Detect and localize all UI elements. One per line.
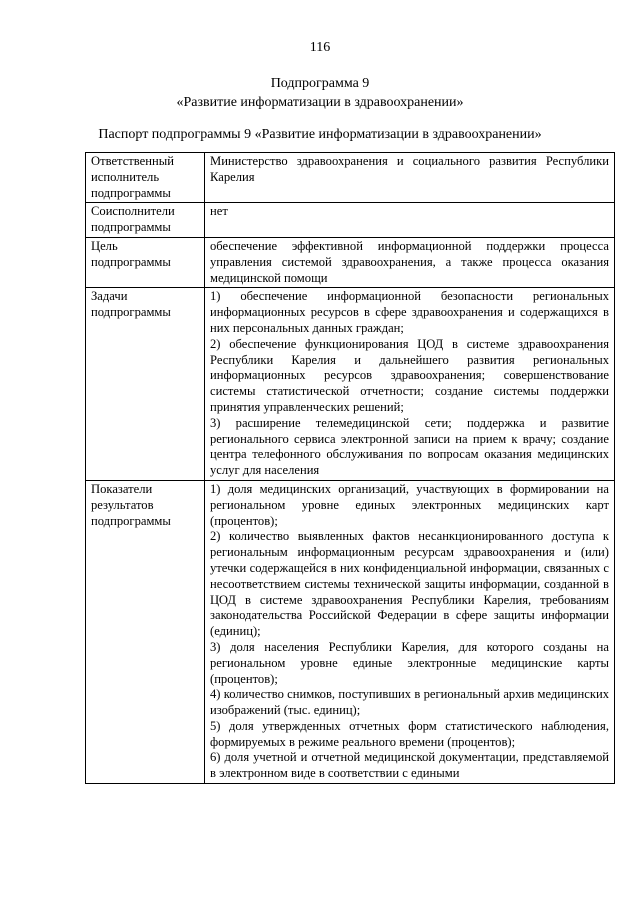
- paragraph: 3) доля населения Республики Карелия, для которого созданы на региональном уровне единые электронные медицинские карты (процентов);: [210, 639, 609, 686]
- row-value-coexecutors: [205, 203, 615, 238]
- page-number: 116: [309, 40, 331, 55]
- paragraph: 2) количество выявленных фактов несанкционированного доступа к региональным информационным ресурсам здравоохранения и (или) утечки содержащейся в них конфиденциальной информации, связанных с несоответствием системы технической защиты информации, созданной в ЦОД в системе здравоохранения Республики Карелия, требованиям законодательства Российской Федерации в сфере защиты информации (единиц);: [210, 529, 609, 639]
- passport-table: [85, 152, 615, 784]
- table-row: [86, 203, 615, 238]
- paragraph: 4) количество снимков, поступивших в региональный архив медицинских изображений (тыс. единиц);: [210, 687, 609, 718]
- table-row: [86, 480, 615, 783]
- paragraph: 5) доля утвержденных отчетных форм статистического наблюдения, формируемых в режиме реального времени (процентов);: [210, 718, 609, 749]
- paragraph: 1) доля медицинских организаций, участвующих в формировании на региональном уровне единых электронных медицинских карт (процентов);: [210, 481, 609, 528]
- paragraph: Министерство здравоохранения и социального развития Республики Карелия: [210, 154, 609, 184]
- row-value-indicators: [205, 480, 615, 783]
- row-value-responsible: [205, 153, 615, 203]
- paragraph: 1) обеспечение информационной безопасности региональных информационных ресурсов в сфере здравоохранения и содержащихся в них персональных данных граждан;: [210, 289, 609, 335]
- subprogram-title: Подпрограмма 9: [270, 76, 370, 91]
- table-row: [86, 153, 615, 203]
- paragraph: 6) доля учетной и отчетной медицинской документации, представляемой в электронном виде в соответствии с едиными: [210, 750, 609, 781]
- passport-title: Паспорт подпрограммы 9 «Развитие информатизации в здравоохранении»: [98, 127, 542, 142]
- paragraph: 3) расширение телемедицинской сети; поддержка и развитие регионального сервиса электронной записи на прием к врачу; создание центра телефонного обслуживания по вопросам оказания медицинских услуг для населения: [210, 415, 609, 478]
- subprogram-name: «Развитие информатизации в здравоохранении»: [176, 95, 464, 110]
- row-label-coexecutors: Соисполнители подпрограммы: [86, 203, 205, 238]
- row-label-goal: Цель подпрограммы: [86, 237, 205, 287]
- table-row: [86, 288, 615, 481]
- paragraph: нет: [210, 204, 228, 219]
- row-value-tasks: [205, 288, 615, 481]
- row-value-goal: [205, 237, 615, 287]
- paragraph: обеспечение эффективной информационной поддержки процесса управления системой здравоохранения, а также процесса оказания медицинской помощи: [210, 238, 609, 285]
- row-label-indicators: Показатели результатов подпрограммы: [86, 480, 205, 783]
- row-label-tasks: Задачи подпрограммы: [86, 288, 205, 481]
- table-row: [86, 237, 615, 287]
- row-label-responsible: Ответственный исполнитель подпрограммы: [86, 153, 205, 203]
- paragraph: 2) обеспечение функционирования ЦОД в системе здравоохранения Республики Карелия и дальнейшего развития региональных информационных ресурсов здравоохранения; совершенствование системы статистической отчетности; создание системы поддержки принятия управленческих решений;: [210, 336, 609, 414]
